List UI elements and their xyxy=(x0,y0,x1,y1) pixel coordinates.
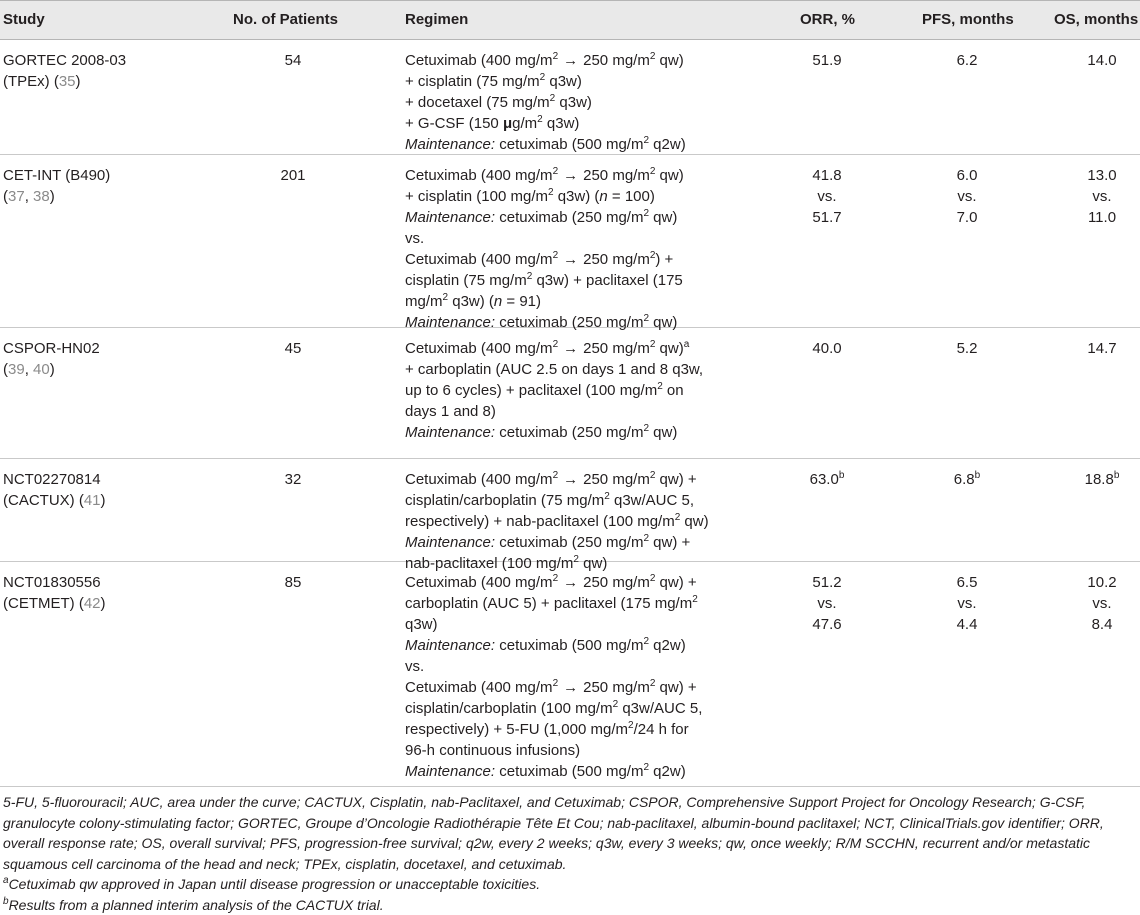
orr-cell xyxy=(787,572,867,635)
value-line: vs. xyxy=(927,186,1007,207)
value-line: 14.7 xyxy=(1062,338,1140,359)
regimen-line: Cetuximab (400 $mg/m^2 \to 250$ $mg/m^2$ qw) xyxy=(405,165,740,186)
value-line: vs. xyxy=(787,186,867,207)
regimen-line: Maintenance: cetuximab (250 $mg/m^2$ qw) xyxy=(405,422,740,443)
study-references: (39, 40) xyxy=(3,359,153,380)
orr-cell xyxy=(787,165,867,228)
regimen-line: 96-h continuous infusions) xyxy=(405,740,740,761)
reference-link[interactable]: 39 xyxy=(8,361,25,378)
regimen-line: $mg/m^2$ q3w) (n = 91) xyxy=(405,291,740,312)
os-cell xyxy=(1062,165,1140,228)
regimen-line: + cisplatin (100 $mg/m^2$ q3w) (n = 100) xyxy=(405,186,740,207)
value-line: 8.4 xyxy=(1062,614,1140,635)
regimen-line: carboplatin (AUC 5) + paclitaxel (175 $mg/m^2$ xyxy=(405,593,740,614)
patients-cell: 45 xyxy=(253,338,333,359)
value-line: 5.2 xyxy=(927,338,1007,359)
table-row xyxy=(0,562,1140,787)
value-line: 63.0$^b$ xyxy=(787,469,867,490)
regimen-line: Cetuximab (400 $mg/m^2 \to 250$ $mg/m^2$ qw) + xyxy=(405,469,740,490)
study-name: CET-INT (B490) xyxy=(3,165,153,186)
value-line: 6.0 xyxy=(927,165,1007,186)
regimen-line: Maintenance: cetuximab (250 $mg/m^2$ qw) + xyxy=(405,532,740,553)
regimen-line: + docetaxel (75 $mg/m^2$ q3w) xyxy=(405,92,740,113)
regimen-line: Cetuximab (400 $mg/m^2 \to 250$ $mg/m^2$ qw) xyxy=(405,50,740,71)
value-line: vs. xyxy=(1062,593,1140,614)
pfs-cell xyxy=(927,165,1007,228)
study-references: (37, 38) xyxy=(3,186,153,207)
reference-link[interactable]: 41 xyxy=(84,492,101,509)
regimen-line: respectively) + nab-paclitaxel (100 $mg/m^2$ qw) xyxy=(405,511,740,532)
study-name: NCT02270814 xyxy=(3,469,153,490)
regimen-cell xyxy=(405,50,740,155)
regimen-line: days 1 and 8) xyxy=(405,401,740,422)
value-line: 10.2 xyxy=(1062,572,1140,593)
regimen-line: Maintenance: cetuximab (500 $mg/m^2$ q2w) xyxy=(405,635,740,656)
regimen-line: Cetuximab (400 $mg/m^2 \to 250$ $mg/m^2$) + xyxy=(405,249,740,270)
regimen-line: Maintenance: cetuximab (250 $mg/m^2$ qw) xyxy=(405,312,740,333)
table-row xyxy=(0,459,1140,562)
table-header xyxy=(0,0,1140,40)
value-line: 40.0 xyxy=(787,338,867,359)
os-cell xyxy=(1062,469,1140,490)
regimen-line: Maintenance: cetuximab (250 $mg/m^2$ qw) xyxy=(405,207,740,228)
value-line: vs. xyxy=(787,593,867,614)
study-cell xyxy=(3,165,153,207)
regimen-line: vs. xyxy=(405,228,740,249)
regimen-line: Maintenance: cetuximab (500 $mg/m^2$ q2w) xyxy=(405,761,740,782)
regimen-cell xyxy=(405,165,740,333)
regimen-line: Cetuximab (400 $mg/m^2 \to 250$ $mg/m^2$ qw) + xyxy=(405,677,740,698)
header-pfs: PFS, months xyxy=(922,11,1014,28)
footnote-b: $^b$Results from a planned interim analysis of the CACTUX trial. xyxy=(3,895,1137,915)
value-line: 6.8$^b$ xyxy=(927,469,1007,490)
patients-cell: 54 xyxy=(253,50,333,71)
regimen-line: + cisplatin (75 $mg/m^2$ q3w) xyxy=(405,71,740,92)
abbreviations-note: 5-FU, 5-fluorouracil; AUC, area under the curve; CACTUX, Cisplatin, nab-Paclitaxel, and Cetuximab; CSPOR, Comprehensive Support Project for Oncology Research; G-CSF, granulocyte colony-stimulating factor; GORTEC, Groupe d’Oncologie Radiothérapie Tête Et Cou; nab-paclitaxel, albumin-bound paclitaxel; NCT, ClinicalTrials.gov identifier; ORR, overall response rate; OS, overall survival; PFS, progression-free survival; q2w, every 2 weeks; q3w, every 3 weeks; qw, once weekly; R/M SCCHN, recurrent and/or metastatic squamous cell carcinoma of the head and neck; TPEx, cisplatin, docetaxel, and cetuximab. xyxy=(3,792,1137,874)
regimen-line: Cetuximab (400 $mg/m^2 \to 250$ $mg/m^2$ qw) + xyxy=(405,572,740,593)
study-name: CSPOR-HN02 xyxy=(3,338,153,359)
value-line: 6.2 xyxy=(927,50,1007,71)
header-os: OS, months xyxy=(1054,11,1138,28)
orr-cell xyxy=(787,469,867,490)
pfs-cell xyxy=(927,50,1007,71)
os-cell xyxy=(1062,338,1140,359)
patients-cell: 32 xyxy=(253,469,333,490)
study-cell xyxy=(3,572,153,614)
value-line: 51.7 xyxy=(787,207,867,228)
regimen-line: Maintenance: cetuximab (500 $mg/m^2$ q2w) xyxy=(405,134,740,155)
study-subtitle: (TPEx) (35) xyxy=(3,71,153,92)
value-line: 47.6 xyxy=(787,614,867,635)
regimen-cell xyxy=(405,469,740,574)
header-orr: ORR, % xyxy=(800,11,855,28)
value-line: 14.0 xyxy=(1062,50,1140,71)
table-row xyxy=(0,328,1140,459)
value-line: vs. xyxy=(1062,186,1140,207)
reference-link[interactable]: 37 xyxy=(8,188,25,205)
value-line: 4.4 xyxy=(927,614,1007,635)
pfs-cell xyxy=(927,338,1007,359)
value-line: vs. xyxy=(927,593,1007,614)
regimen-line: vs. xyxy=(405,656,740,677)
value-line: 11.0 xyxy=(1062,207,1140,228)
header-regimen: Regimen xyxy=(405,11,468,28)
study-subtitle: (CACTUX) (41) xyxy=(3,490,153,511)
orr-cell xyxy=(787,50,867,71)
value-line: 13.0 xyxy=(1062,165,1140,186)
table-footnotes xyxy=(3,792,1137,915)
patients-cell: 85 xyxy=(253,572,333,593)
pfs-cell xyxy=(927,572,1007,635)
regimen-line: cisplatin/carboplatin (75 $mg/m^2$ q3w/AUC 5, xyxy=(405,490,740,511)
table-row xyxy=(0,40,1140,155)
table-row xyxy=(0,155,1140,328)
regimen-line: + carboplatin (AUC 2.5 on days 1 and 8 q3w, xyxy=(405,359,740,380)
regimen-line: up to 6 cycles) + paclitaxel (100 $mg/m^2$ on xyxy=(405,380,740,401)
os-cell xyxy=(1062,50,1140,71)
study-name: NCT01830556 xyxy=(3,572,153,593)
value-line: 18.8$^b$ xyxy=(1062,469,1140,490)
orr-cell xyxy=(787,338,867,359)
regimen-line: Cetuximab (400 $mg/m^2 \to 250$ $mg/m^2$ qw)$^a$ xyxy=(405,338,740,359)
study-cell xyxy=(3,338,153,380)
patients-cell: 201 xyxy=(253,165,333,186)
reference-link[interactable]: 42 xyxy=(84,595,101,612)
regimen-line: + G-CSF (150 $\mu g/m^2$ q3w) xyxy=(405,113,740,134)
study-cell xyxy=(3,50,153,92)
study-cell xyxy=(3,469,153,511)
regimen-line: q3w) xyxy=(405,614,740,635)
regimen-cell xyxy=(405,338,740,443)
header-patients: No. of Patients xyxy=(233,11,338,28)
regimen-cell xyxy=(405,572,740,782)
header-study: Study xyxy=(3,11,45,28)
regimen-line: cisplatin (75 $mg/m^2$ q3w) + paclitaxel (175 xyxy=(405,270,740,291)
study-name: GORTEC 2008-03 xyxy=(3,50,153,71)
reference-link[interactable]: 38 xyxy=(33,188,50,205)
value-line: 7.0 xyxy=(927,207,1007,228)
value-line: 51.9 xyxy=(787,50,867,71)
pfs-cell xyxy=(927,469,1007,490)
value-line: 41.8 xyxy=(787,165,867,186)
footnote-a: $^a$Cetuximab qw approved in Japan until disease progression or unacceptable toxicities. xyxy=(3,874,1137,895)
value-line: 6.5 xyxy=(927,572,1007,593)
study-subtitle: (CETMET) (42) xyxy=(3,593,153,614)
reference-link[interactable]: 35 xyxy=(59,73,76,90)
reference-link[interactable]: 40 xyxy=(33,361,50,378)
value-line: 51.2 xyxy=(787,572,867,593)
regimen-line: respectively) + 5-FU (1,000 $mg/m^2/24$ h for xyxy=(405,719,740,740)
regimen-line: cisplatin/carboplatin (100 $mg/m^2$ q3w/AUC 5, xyxy=(405,698,740,719)
os-cell xyxy=(1062,572,1140,635)
regimen-line: nab-paclitaxel (100 $mg/m^2$ qw) xyxy=(405,553,740,574)
